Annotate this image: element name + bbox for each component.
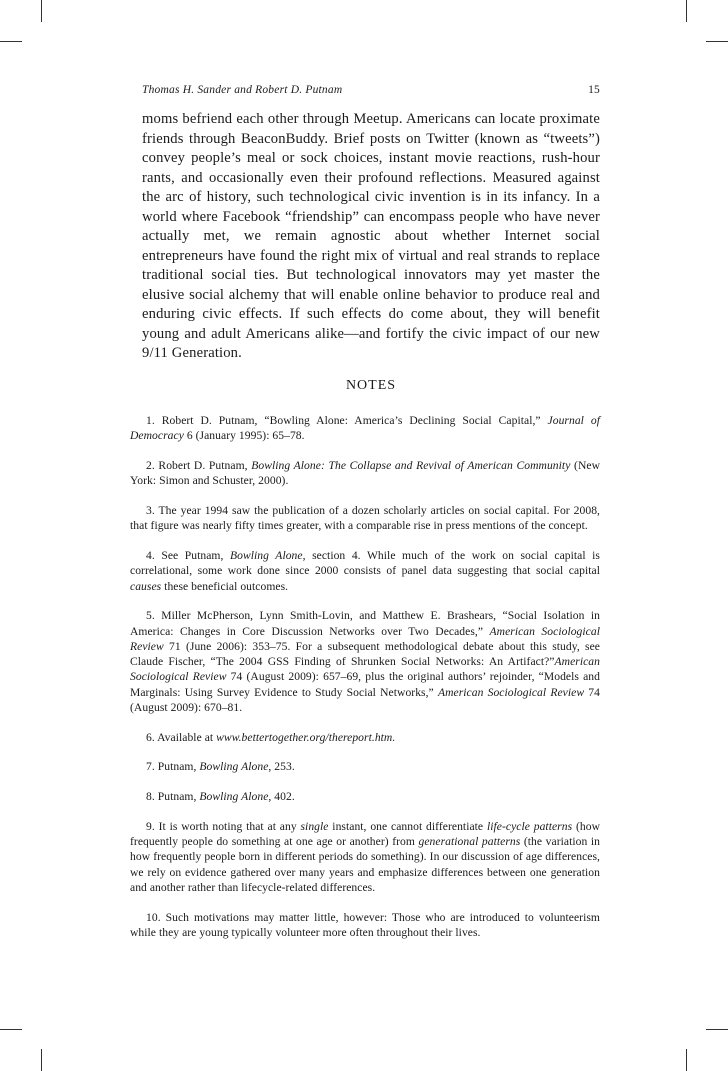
note-4: 4. See Putnam, Bowling Alone, section 4. While much of the work on social capital is correlational, some work done since 2000 consists of panel data suggesting that social capital causes these beneficial outcomes. (130, 548, 600, 593)
note-5: 5. Miller McPherson, Lynn Smith-Lovin, and Matthew E. Brashears, “Social Isolation in America: Changes in Core Discussion Networks over Two Decades,” American Sociological Review 71 (June 2006): 353–75. For a subsequent methodological debate about this study, see Claude Fischer, “The 2004 GSS Finding of Shrunken Social Networks: An Artifact?”American Sociological Review 74 (August 2009): 657–69, plus the original authors’ rejoinder, “Models and Marginals: Using Survey Evidence to Study Social Networks,” American Sociological Review 74 (August 2009): 670–81. (130, 609, 601, 715)
running-head (142, 84, 600, 96)
crop-mark (41, 0, 42, 22)
crop-mark (686, 0, 687, 22)
body-paragraph: moms befriend each other through Meetup. Americans can locate proximate friends through BeaconBuddy. Brief posts on Twitter (known as “tweets”) convey people’s meal or sock choices, instant movie reactions, rush-hour rants, and occasionally even their profound reflections. Measured against the arc of history, such technological civic invention is in its infancy. In a world where Facebook “friendship” can encompass people who have never actually met, we remain agnostic about whether Internet social entrepreneurs have found the right mix of virtual and real strands to replace traditional social ties. But technological innovators may yet master the elusive social alchemy that will enable online behavior to produce real and enduring civic effects. If such effects do come about, they will benefit young and adult Americans alike—and fortify the civic impact of our new 9/11 Generation. (142, 111, 600, 361)
crop-mark (41, 1049, 42, 1071)
crop-mark (0, 1029, 22, 1030)
running-head-authors: Thomas H. Sander and Robert D. Putnam (142, 84, 343, 96)
notes-heading: NOTES (345, 378, 397, 393)
note-7: 7. Putnam, Bowling Alone, 253. (146, 760, 295, 774)
page-number: 15 (588, 84, 600, 96)
note-8: 8. Putnam, Bowling Alone, 402. (146, 790, 295, 804)
crop-mark (706, 1029, 728, 1030)
note-9: 9. It is worth noting that at any single instant, one cannot differentiate life-cycle patterns (how frequently people do something at one age or another) from generational patterns (the variation in how frequently people born in different periods do something). In our discussion of age differences, we rely on evidence gathered over many years and emphasize differences between one generation and another rather than lifecycle-related differences. (130, 819, 600, 894)
note-6-url: www.bettertogether.org/thereport.htm. (216, 730, 396, 744)
note-1: 1. Robert D. Putnam, “Bowling Alone: America’s Declining Social Capital,” Journal of Democracy 6 (January 1995): 65–78. (130, 414, 600, 443)
crop-mark (706, 41, 728, 42)
note-2: 2. Robert D. Putnam, Bowling Alone: The Collapse and Revival of American Community (New York: Simon and Schuster, 2000). (130, 458, 600, 488)
note-6: 6. Available at www.bettertogether.org/thereport.htm. (146, 730, 396, 744)
crop-mark (686, 1049, 687, 1071)
crop-mark (0, 41, 22, 42)
notes-list (130, 413, 600, 955)
note-10: 10. Such motivations may matter little, however: Those who are introduced to volunteerism while they are young typically volunteer more often throughout their lives. (130, 910, 600, 939)
note-3: 3. The year 1994 saw the publication of a dozen scholarly articles on social capital. For 2008, that figure was nearly fifty times greater, with a comparable rise in press mentions of the concept. (130, 503, 600, 533)
